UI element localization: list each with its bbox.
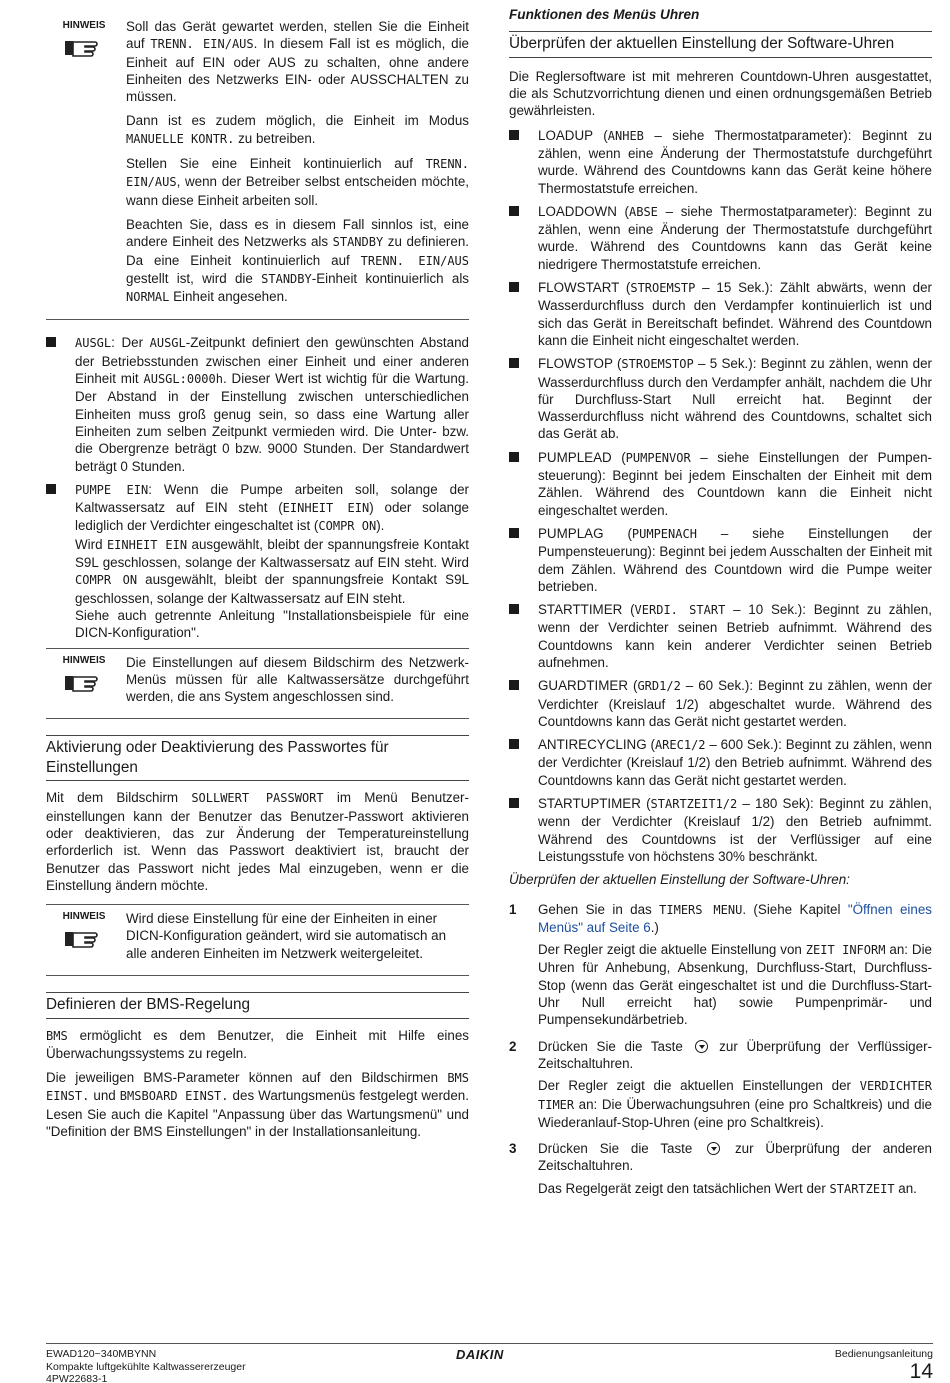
display-code: STANDBY: [332, 235, 384, 250]
square-bullet-icon: [509, 604, 519, 614]
step-paragraph: Das Regelgerät zeigt den tatsächlichen Wert der STARTZEIT an.: [538, 1180, 917, 1196]
note-body: [126, 910, 469, 962]
product-description: Kompakte luftgekühlte Kaltwassererzeuger: [46, 1360, 246, 1373]
procedure-step: [509, 901, 932, 1029]
display-code: STROEMSTOP: [621, 357, 694, 372]
square-bullet-icon: [509, 528, 519, 538]
paragraph: Die Einstellungen auf diesem Bildschirm des Netzwerk-Menüs müssen für alle Kaltwassersätze durchgeführt werden, die ans System angeschlossen sind.: [126, 654, 469, 705]
display-code: AUSGL: [149, 336, 186, 351]
square-bullet-icon: [509, 282, 519, 292]
square-bullet-icon: [509, 680, 519, 690]
procedure-steps: [509, 901, 932, 1198]
display-code: BMS EINST.: [46, 1071, 469, 1104]
step-paragraph: Der Regler zeigt die aktuelle Einstellung von ZEIT INFORM an: Die Uhren für Anhebung, Absenkung, Durchfluss-Start, Durchfluss-Stop (wenn das Gerät eingeschaltet ist und die Durchfluss-Start-Uhr Null erreicht hat) sowie Pumpenprimär- und Pumpensekundärbetrieb.: [538, 942, 932, 1028]
step-number: 1: [509, 901, 517, 917]
list-item: LOADDOWN (ABSE – siehe Thermostatparameter): Beginnt zu zählen, wenn eine Änderung der Thermostatstufe durchgeführt wurde. Während des Countdowns kann das Gerät keine niedrigere Thermostatstufe erreichen.: [509, 203, 932, 273]
display-code: ABSE: [629, 204, 658, 219]
paragraph: Wird diese Einstellung für eine der Einheiten in einer DICN-Konfiguration geändert, wird sie automatisch an alle anderen Einheiten im Netzwerk weitergeleitet.: [126, 911, 447, 961]
display-code: TIMERS MENU: [659, 902, 743, 917]
pointing-hand-icon: [63, 670, 103, 692]
display-code: STROEMSTP: [630, 281, 696, 296]
display-code: AREC1/2: [654, 738, 706, 753]
pointing-hand-icon: [63, 926, 103, 948]
procedure-subheading: Überprüfen der aktuellen Einstellung der Software-Uhren:: [509, 872, 850, 888]
list-item: PUMPLAG (PUMPENACH – siehe Einstellungen der Pumpensteuerung): Beginnt bei jedem Ausschalten der Einheit mit dem Zählen. Während des Countdown wird die Pumpe weiter betrieben.: [509, 525, 932, 595]
left-column: [46, 0, 469, 1147]
display-code: SOLLWERT PASSWORT: [191, 791, 324, 806]
square-bullet-icon: [509, 358, 519, 368]
note-network-menu: [46, 648, 469, 720]
display-code: COMPR ON: [318, 519, 377, 534]
note-label: HINWEIS: [62, 911, 106, 923]
display-code: ZEIT INFORM: [805, 943, 886, 958]
display-code: MANUELLE KONTR.: [126, 131, 235, 146]
step-paragraph: Der Regler zeigt die aktuellen Einstellungen der VERDICHTER TIMER an: Die Überwachungsuhren (eine pro Schaltkreis) und die Wiederanlauf-Stop-Uhren (eine pro Schaltkreis).: [538, 1078, 932, 1130]
footer-left: [46, 1348, 246, 1383]
manual-type: Bedienungsanleitung: [834, 1348, 933, 1360]
paragraph: Dann ist es zudem möglich, die Einheit im Modus MANUELLE KONTR. zu betreiben.: [126, 113, 469, 146]
square-bullet-icon: [509, 130, 519, 140]
paragraph: Soll das Gerät gewartet werden, stellen Sie die Einheit auf TRENN. EIN/AUS. In diesem Fall ist es möglich, die Einheit auf EIN oder AUS zu schalten, ohne andere Einheiten des Netzwerks EIN- oder AUSSCHALTEN zu müssen.: [126, 19, 469, 105]
network-settings-list: [46, 334, 469, 641]
display-code: STARTZEIT: [829, 1181, 895, 1196]
paragraph: Stellen Sie eine Einheit kontinuierlich auf TRENN. EIN/AUS, wenn der Betreiber selbst entscheiden möchte, wann diese Einheit arbeiten soll.: [126, 156, 469, 208]
square-bullet-icon: [509, 452, 519, 462]
heading-password: Aktivierung oder Deaktivierung des Passwortes für Einstellungen: [46, 735, 469, 781]
square-bullet-icon: [46, 484, 56, 494]
step-paragraph: Drücken Sie die Taste zur Überprüfung der Verflüssiger-Zeitschaltuhren.: [538, 1038, 932, 1071]
display-code: VERDI. START: [634, 603, 726, 618]
display-code: AUSGL: [75, 336, 112, 351]
note-maintenance: [46, 18, 469, 320]
cross-reference-link[interactable]: "Öffnen eines Menüs" auf Seite 6: [538, 901, 932, 935]
daikin-logo: DAIKIN: [456, 1347, 504, 1362]
procedure-step: [509, 1038, 932, 1131]
step-number: 2: [509, 1038, 517, 1054]
display-code: EINHEIT EIN: [106, 537, 188, 552]
heading-timers: Überprüfen der aktuellen Einstellung der Software-Uhren: [509, 31, 932, 58]
password-paragraph: Mit dem Bildschirm SOLLWERT PASSWORT im Menü Benutzereinstellungen kann der Benutzer das Benutzer-Passwort aktivieren oder deaktivieren, das zur Änderung der Temperatureinstellung erforderlich ist. Wenn das Passwort deaktiviert ist, braucht der Benutzer das Passwort nicht jedes Mal einzugeben, wenn er die Einstellung ändern möchte.: [46, 790, 469, 893]
square-bullet-icon: [509, 798, 519, 808]
display-code: VERDICHTER TIMER: [538, 1079, 932, 1112]
list-item: STARTUPTIMER (STARTZEIT1/2 – 180 Sek): Beginnt zu zählen, wenn der Verdichter (Kreislauf 1/2) den Betrieb aufnimmt. Während des Countdowns ist der Verflüssiger auf eine Leistungsstufe von höchstens 30% beschränkt.: [509, 795, 932, 865]
display-code: COMPR ON: [75, 573, 138, 588]
list-item: LOADUP (ANHEB – siehe Thermostatparameter): Beginnt zu zählen, wenn eine Änderung der Thermostatstufe durchgeführt wurde. Während des Countdowns kann das Gerät keine höhere Thermostatstufe erreichen.: [509, 127, 932, 197]
display-code: PUMPE EIN: [75, 482, 149, 497]
step-number: 3: [509, 1141, 517, 1157]
list-item: GUARDTIMER (GRD1/2 – 60 Sek.): Beginnt zu zählen, wenn der Verdichter (Kreislauf 1/2) abgeschaltet wurde. Während des Countdowns kann das Gerät nicht gestartet werden.: [509, 677, 932, 730]
footer-right: [835, 1348, 933, 1383]
display-code: BMS: [46, 1028, 68, 1043]
list-item: FLOWSTART (STROEMSTP – 15 Sek.): Zählt abwärts, wenn der Wasserdurchfluss durch den Verdampfer kontinuierlich ist und sich das Gerät in Bereitschaft befindet. Während des Countdown kann die Einheit nicht eingeschaltet werden.: [509, 279, 932, 349]
section-title: Funktionen des Menüs Uhren: [509, 7, 700, 22]
display-code: STANDBY: [261, 271, 312, 286]
note-label: HINWEIS: [62, 20, 106, 31]
list-item: PUMPE EIN: Wenn die Pumpe arbeiten soll, solange der Kaltwassersatz auf EIN steht (EINHEIT EIN) oder solange lediglich der Verdichter eingeschaltet ist (COMPR ON). Wird EINHEIT EIN ausgewählt, bleibt der spannungsfreie Kontakt S9L geschlossen, solange der Kaltwassersatz auf EIN steht. Wird COMPR ON ausgewählt, bleibt der spannungsfreie Kontakt S9L geschlossen, solange der Kaltwassersatz auf EIN steht. Siehe auch getrennte Anleitung "Installationsbeispiele für eine DICN-Konfiguration".: [46, 481, 469, 642]
bms-body: [46, 1027, 469, 1141]
display-code: GRD1/2: [637, 679, 681, 694]
list-item: AUSGL: Der AUSGL-Zeitpunkt definiert den gewünschten Abstand der Betriebsstunden zwischen einer Einheit und einer anderen Einheit mit AUSGL:0000h. Dieser Wert ist wichtig für die Wartung. Der Abstand in der Einstellung zwischen unterschiedlichen Einheiten muss groß genug sein, so dass eine Wartung aller Einheiten zum selben Zeitpunkt vermieden wird. Die Unter- bzw. die Obergrenze beträgt 0 bzw. 9000 Stunden. Der Standardwert beträgt 0 Stunden.: [46, 334, 469, 474]
note-body: [126, 654, 469, 706]
paragraph: Die jeweiligen BMS-Parameter können auf den Bildschirmen BMS EINST. und BMSBOARD EINST. des Wartungsmenüs festgelegt werden. Lesen Sie auch die Kapitel "Anpassung über das Wartungsmenü" und "Definition der BMS Einstellungen" in der Installationsanleitung.: [46, 1070, 469, 1140]
page-number: 14: [909, 1359, 933, 1383]
note-dicn: [46, 904, 469, 976]
display-code: TRENN. EIN/AUS: [360, 253, 469, 268]
display-code: TRENN. EIN/AUS: [150, 37, 254, 52]
display-code: AUSGL:0000h: [143, 372, 223, 387]
note-label: HINWEIS: [62, 654, 106, 666]
down-button-icon: [695, 1040, 708, 1053]
step-paragraph: Gehen Sie in das TIMERS MENU. (Siehe Kapitel "Öffnen eines Menüs" auf Seite 6.): [538, 901, 932, 935]
model-number: EWAD120~340MBYNN: [46, 1348, 157, 1360]
list-item: FLOWSTOP (STROEMSTOP – 5 Sek.): Beginnt zu zählen, wenn der Wasserdurchfluss durch den Verdampfer anhält, nachdem die Uhr für Durchfluss-Start Null erreicht hat. Beginnt der Wasserdurchfluss nicht während des Countdowns, schaltet sich das Gerät ab.: [509, 355, 932, 442]
down-button-icon: [707, 1142, 720, 1155]
pointing-hand-icon: [63, 35, 103, 57]
display-code: ANHEB: [607, 128, 644, 143]
procedure-step: [509, 1140, 932, 1198]
display-code: EINHEIT EIN: [282, 501, 370, 516]
timer-list: [509, 127, 932, 866]
square-bullet-icon: [509, 739, 519, 749]
step-paragraph: Drücken Sie die Taste zur Überprüfung der anderen Zeitschaltuhren.: [538, 1141, 932, 1174]
square-bullet-icon: [46, 337, 56, 347]
display-code: TRENN. EIN/AUS: [126, 157, 469, 190]
document-number: 4PW22683-1: [46, 1373, 108, 1383]
heading-bms: Definieren der BMS-Regelung: [46, 992, 469, 1019]
square-bullet-icon: [509, 206, 519, 216]
page-footer: [46, 1343, 933, 1383]
display-code: STARTZEIT1/2: [650, 797, 738, 812]
list-item: STARTTIMER (VERDI. START – 10 Sek.): Beginnt zu zählen, wenn der Verdichter seinen Betrieb aufnimmt. Während des Countdowns kann kein anderer Verdichter seinen Betrieb aufnehmen.: [509, 601, 932, 671]
display-code: NORMAL: [126, 290, 170, 305]
intro-paragraph: Die Reglersoftware ist mit mehreren Countdown-Uhren ausgestattet, die als Schutzvorrichtung dienen und einen ordnungsgemäßen Betrieb gewährleisten.: [509, 68, 932, 119]
paragraph: Beachten Sie, dass es in diesem Fall sinnlos ist, eine andere Einheit des Netzwerks als STANDBY zu definieren. Da eine Einheit kontinuierlich auf TRENN. EIN/AUS gestellt ist, wird die STANDBY-Einheit kontinuierlich als NORMAL Einheit angesehen.: [126, 216, 469, 305]
right-column: [509, 0, 932, 1207]
display-code: PUMPENACH: [631, 526, 697, 541]
display-code: BMSBOARD EINST.: [119, 1089, 229, 1104]
paragraph: BMS ermöglicht es dem Benutzer, die Einheit mit Hilfe eines Überwachungssystems zu regeln.: [46, 1027, 469, 1061]
display-code: PUMPENVOR: [625, 450, 691, 465]
note-body: [126, 18, 469, 306]
list-item: ANTIRECYCLING (AREC1/2 – 600 Sek.): Beginnt zu zählen, wenn der Verdichter (Kreislauf 1/2) den Betrieb aufnimmt. Während des Countdowns kann das Gerät nicht gestartet werden.: [509, 736, 932, 789]
list-item: PUMPLEAD (PUMPENVOR – siehe Einstellungen der Pumpensteuerung): Beginnt bei jedem Einschalten der Einheit mit dem Zählen. Während des Countdown kann die Einheit nicht eingeschaltet werden.: [509, 449, 932, 519]
